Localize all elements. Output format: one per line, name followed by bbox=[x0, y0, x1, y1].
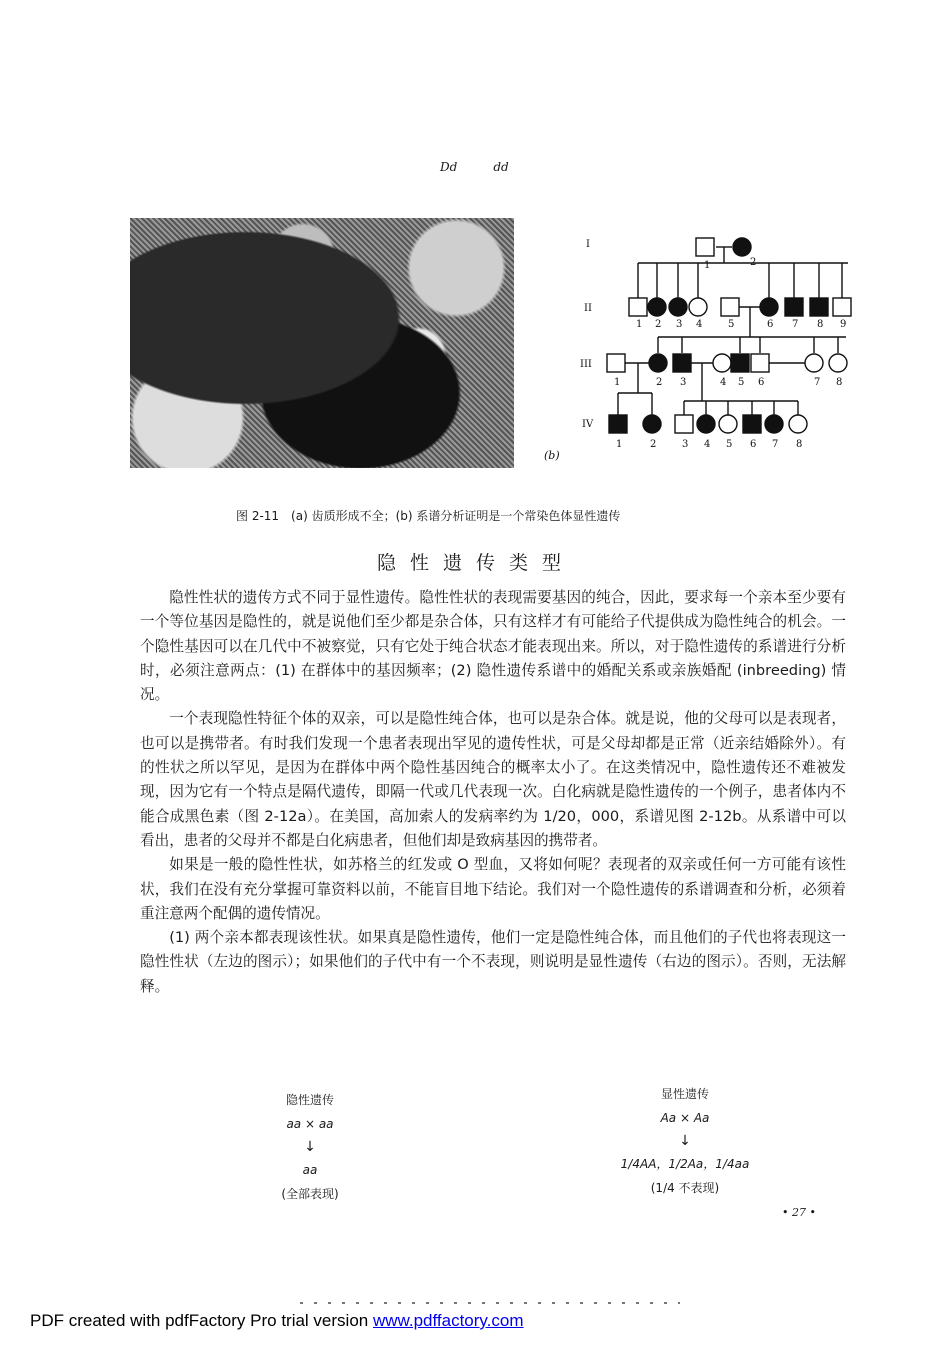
paragraph-3: 如果是一般的隐性性状，如苏格兰的红发或 O 型血，又将如何呢？表现者的双亲或任何一方可能有该性状，我们在没有充分掌握可靠资料以前，不能盲目地下结论。我们对一个隐性遗传的系谱调查和分析，必须着重注意两个配偶的遗传情况。 bbox=[140, 856, 846, 922]
arrow-down-icon: ↓ bbox=[304, 1139, 316, 1155]
number-iii-3: 3 bbox=[680, 377, 687, 388]
footer-text: PDF created with pdfFactory Pro trial version bbox=[30, 1311, 373, 1330]
number-iii-7: 7 bbox=[814, 377, 821, 388]
genotype-labels bbox=[440, 160, 540, 174]
dominant-cross: Aa × Aa bbox=[660, 1111, 710, 1125]
genotype-dd-heterozygous: Dd bbox=[440, 160, 458, 174]
number-iii-4: 4 bbox=[720, 377, 727, 388]
number-ii-9: 9 bbox=[840, 319, 847, 330]
number-iii-2: 2 bbox=[656, 377, 663, 388]
number-iv-5: 5 bbox=[726, 439, 733, 450]
number-ii-7: 7 bbox=[792, 319, 799, 330]
number-iii-5: 5 bbox=[738, 377, 745, 388]
section-title: 隐性遗传类型 bbox=[376, 552, 575, 574]
number-iv-6: 6 bbox=[750, 439, 757, 450]
number-ii-6: 6 bbox=[767, 319, 774, 330]
dentin-dysplasia-photo bbox=[130, 218, 514, 468]
generation-label-iii: III bbox=[580, 359, 592, 370]
paragraph-4: (1) 两个亲本都表现该性状。如果真是隐性遗传，他们一定是隐性纯合体，而且他们的子代也将表现这一隐性性状（左边的图示）；如果他们的子代中有一个不表现，则说明是显性遗传（右边的图示）。否则，无法解释。 bbox=[140, 929, 846, 995]
dominant-offspring: 1/4AA，1/2Aa，1/4aa bbox=[620, 1157, 750, 1171]
pdf-footer bbox=[30, 1311, 524, 1331]
generation-label-iv: IV bbox=[582, 419, 594, 430]
body-text bbox=[140, 586, 846, 999]
number-iv-1: 1 bbox=[616, 439, 623, 450]
number-iv-2: 2 bbox=[650, 439, 657, 450]
recessive-cross: aa × aa bbox=[286, 1117, 334, 1131]
number-ii-1: 1 bbox=[636, 319, 643, 330]
scan-artifact-line bbox=[300, 1302, 680, 1304]
pedigree-lines bbox=[618, 247, 848, 415]
page-number: • 27 • bbox=[782, 1206, 816, 1219]
number-iv-3: 3 bbox=[682, 439, 689, 450]
number-i-2: 2 bbox=[750, 257, 757, 268]
recessive-title: 隐性遗传 bbox=[285, 1093, 334, 1107]
footer-link[interactable]: www.pdffactory.com bbox=[372, 1311, 524, 1330]
number-ii-2: 2 bbox=[655, 319, 662, 330]
recessive-note: (全部表现) bbox=[281, 1187, 339, 1201]
number-iii-8: 8 bbox=[836, 377, 843, 388]
figure-caption: 图 2-11 (a) 齿质形成不全；(b) 系谱分析证明是一个常染色体显性遗传 bbox=[236, 509, 621, 523]
genotype-dd-homozygous: dd bbox=[493, 160, 509, 174]
dominant-diagram bbox=[590, 1082, 780, 1200]
number-iii-1: 1 bbox=[614, 377, 621, 388]
number-i-1: 1 bbox=[704, 260, 711, 271]
number-iii-6: 6 bbox=[758, 377, 765, 388]
number-ii-5: 5 bbox=[728, 319, 735, 330]
pedigree-symbols bbox=[607, 238, 851, 433]
recessive-offspring: aa bbox=[302, 1163, 318, 1177]
dominant-title: 显性遗传 bbox=[660, 1087, 709, 1101]
number-ii-8: 8 bbox=[817, 319, 824, 330]
number-iv-4: 4 bbox=[704, 439, 711, 450]
number-iv-7: 7 bbox=[772, 439, 779, 450]
number-ii-4: 4 bbox=[696, 319, 703, 330]
paragraph-2: 一个表现隐性特征个体的双亲，可以是隐性纯合体，也可以是杂合体。就是说，他的父母可以是表现者，也可以是携带者。有时我们发现一个患者表现出罕见的遗传性状，可是父母却都是正常（近亲结婚除外）。有的性状之所以罕见，是因为在群体中两个隐性基因纯合的概率太小了。在这类情况中，隐性遗传还不难被发现，因为它有一个特点是隔代遗传，即隔一代或几代表现一次。白化病就是隐性遗传的一个例子，患者体内不能合成黑色素（图 2-12a）。在美国，高加索人的发病率约为 1/20，000，系谱见图 2-12b。从系谱中可以看出，患者的父母并不都是白化病患者，但他们却是致病基因的携带者。 bbox=[140, 710, 846, 849]
generation-label-i: I bbox=[586, 239, 590, 250]
dominant-note: (1/4 不表现) bbox=[650, 1181, 720, 1195]
recessive-diagram bbox=[240, 1088, 380, 1206]
pedigree-chart bbox=[544, 225, 860, 465]
number-ii-3: 3 bbox=[676, 319, 683, 330]
arrow-down-icon: ↓ bbox=[679, 1133, 691, 1149]
number-iv-8: 8 bbox=[796, 439, 803, 450]
panel-label-b: (b) bbox=[544, 449, 560, 462]
generation-label-ii: II bbox=[584, 303, 592, 314]
paragraph-1: 隐性性状的遗传方式不同于显性遗传。隐性性状的表现需要基因的纯合，因此，要求每一个亲本至少要有一个等位基因是隐性的，就是说他们至少都是杂合体，只有这样才有可能给子代提供成为隐性纯合的机会。一个隐性基因可以在几代中不被察觉，只有它处于纯合状态才能表现出来。所以，对于隐性遗传的系谱进行分析时，必须注意两点：(1) 在群体中的基因频率；(2) 隐性遗传系谱中的婚配关系或亲族婚配 (inbreeding) 情况。 bbox=[140, 589, 846, 704]
